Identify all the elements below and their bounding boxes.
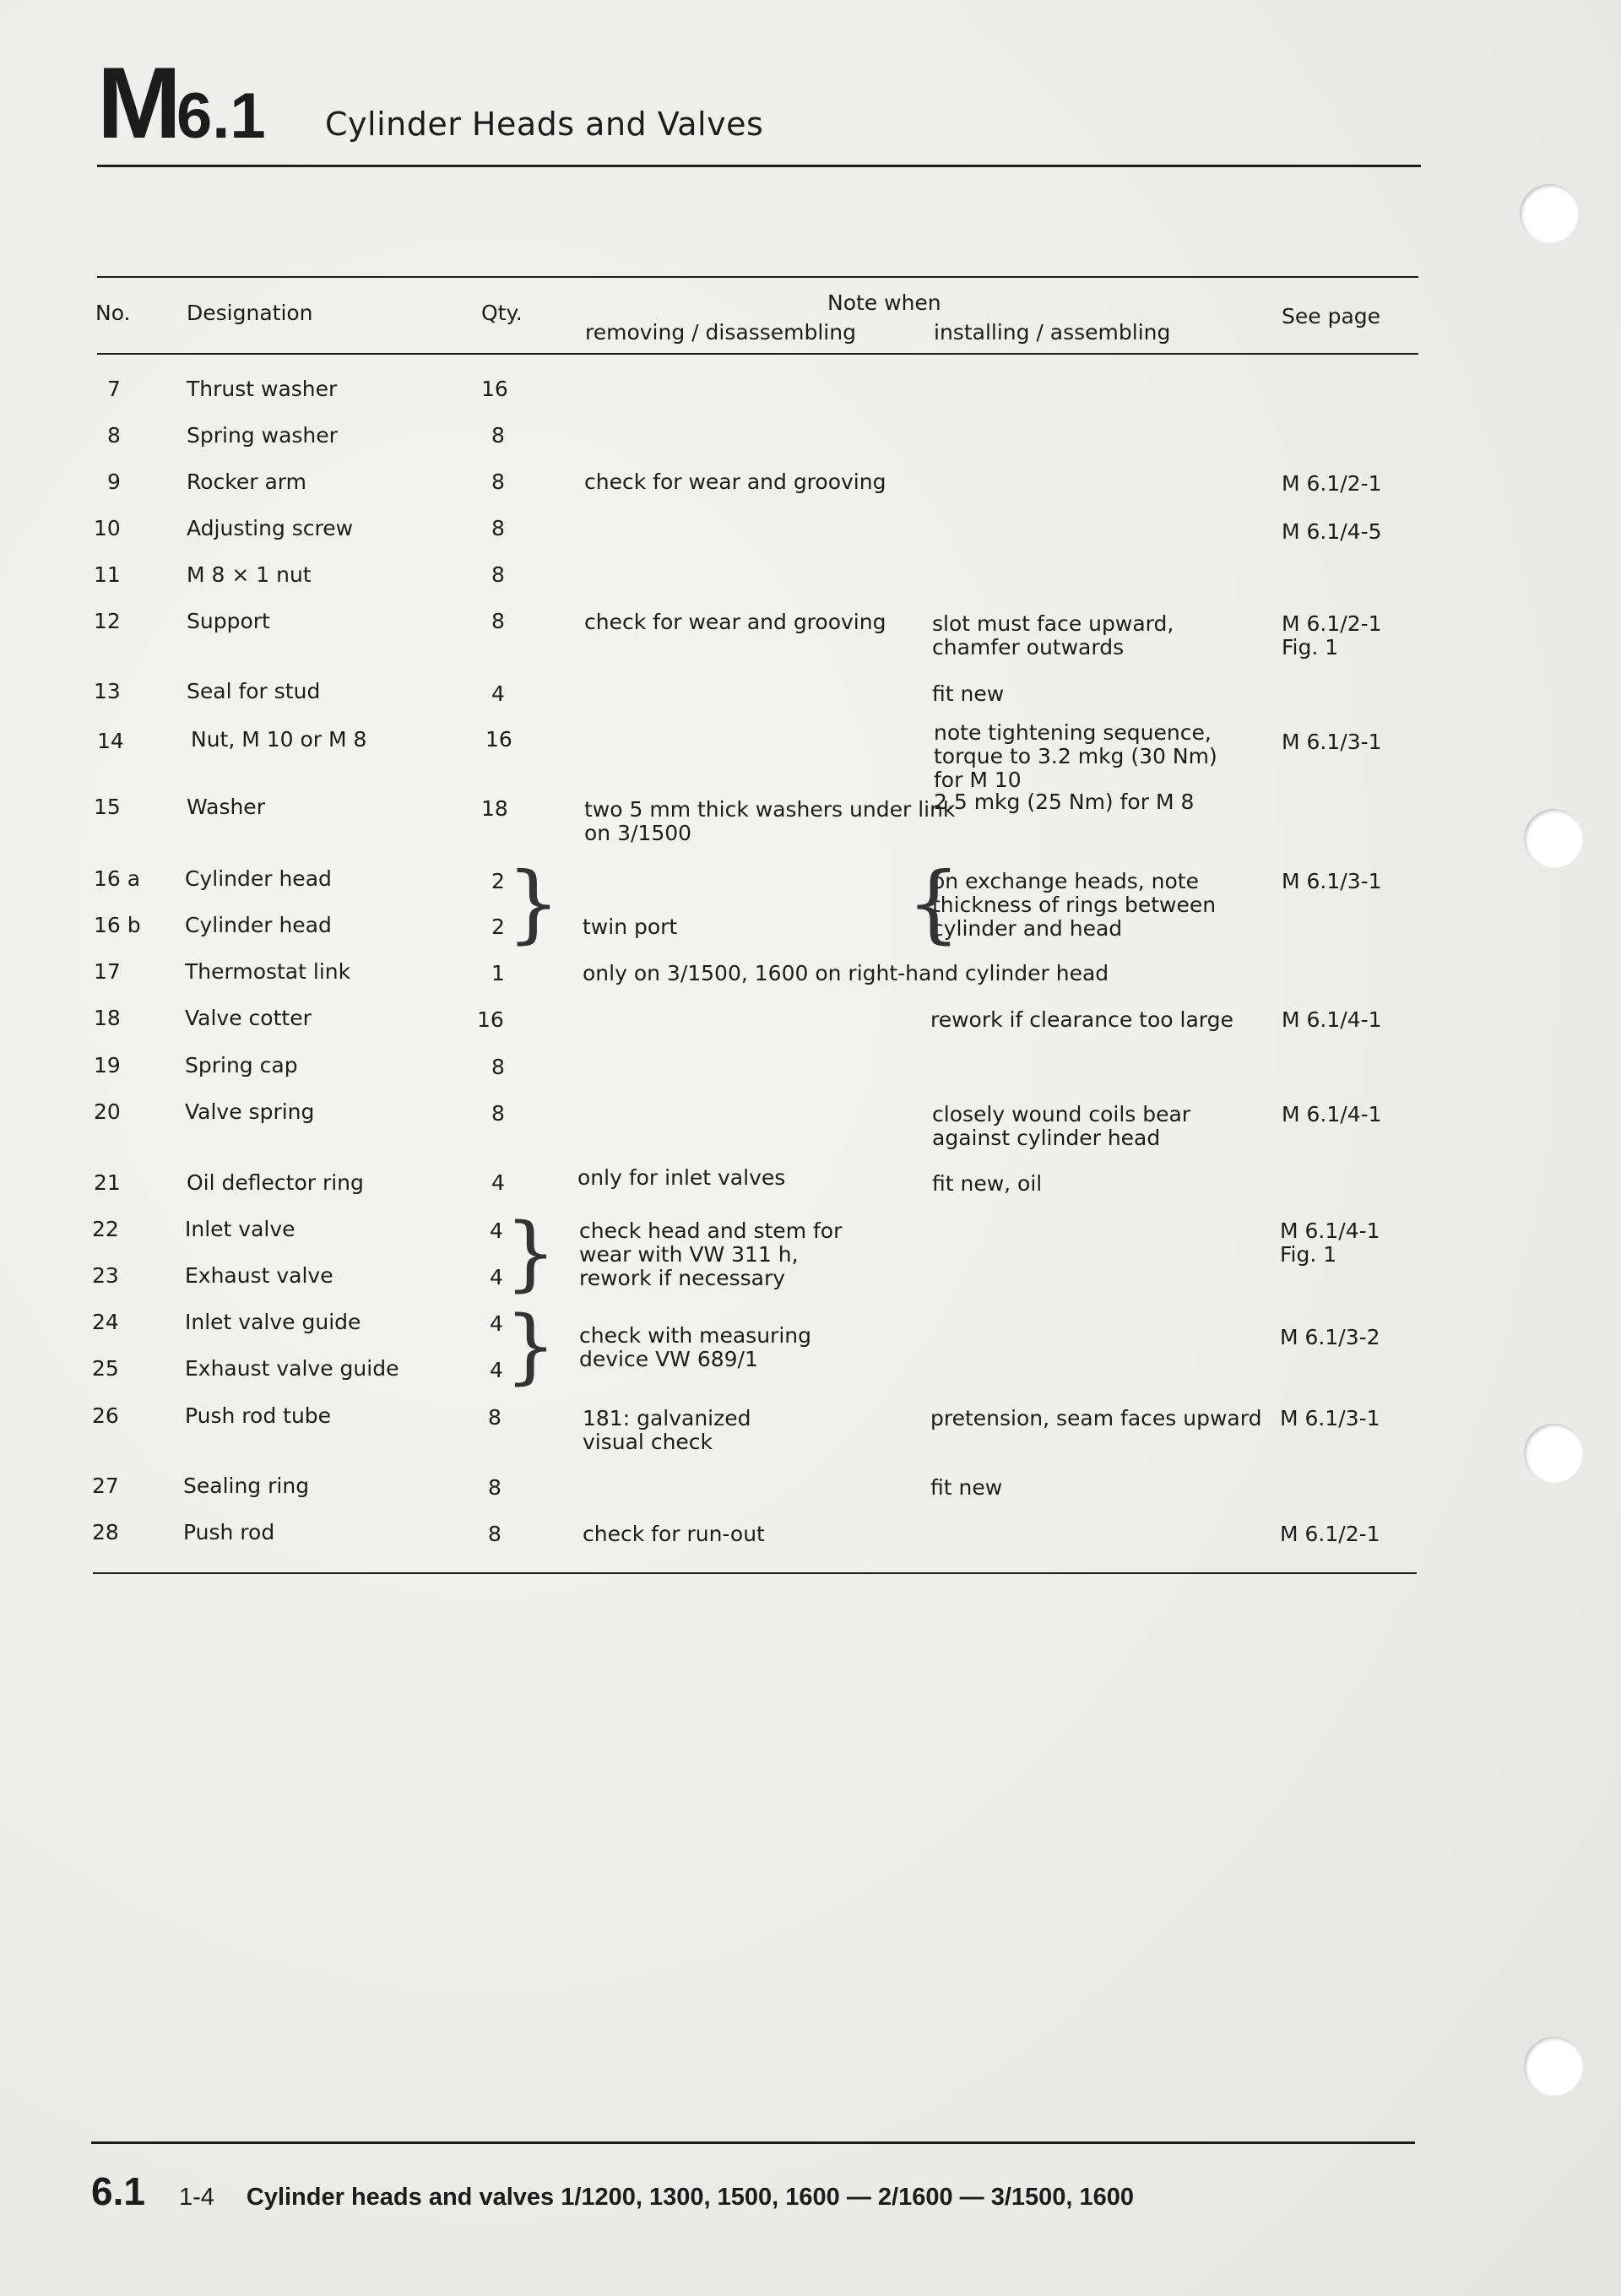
row-12-qty: 8: [491, 609, 505, 633]
row-18-designation: Valve cotter: [185, 1006, 312, 1030]
row-12-see-page: M 6.1/2-1 Fig. 1: [1282, 611, 1382, 659]
footer-title: Cylinder heads and valves 1/1200, 1300, 1500, 1600 — 2/1600 — 3/1500, 1600: [246, 2184, 1135, 2211]
row-25-qty: 4: [490, 1358, 503, 1382]
section-letter: M: [97, 46, 176, 160]
table-top-rule: [97, 276, 1418, 278]
row-22-removing: check head and stem for wear with VW 311 h, rework if necessary: [579, 1219, 843, 1290]
footer-section: 6.1: [91, 2169, 145, 2213]
row-25-see-page: M 6.1/3-2: [1280, 1325, 1380, 1349]
row-9-designation: Rocker arm: [187, 470, 306, 494]
row-26-designation: Push rod tube: [185, 1403, 332, 1428]
row-21-installing: fit new, oil: [932, 1171, 1043, 1196]
footer-page-number: 1-4: [178, 2184, 214, 2211]
section-heading: [97, 46, 266, 160]
row-17-designation: Thermostat link: [185, 959, 351, 984]
binder-hole-upper-middle: [1524, 809, 1583, 868]
row-10-no: 10: [94, 516, 121, 540]
row-13-designation: Seal for stud: [187, 679, 321, 703]
row-13-no: 13: [94, 679, 121, 703]
row-9-no: 9: [107, 470, 121, 494]
row-26-no: 26: [92, 1403, 119, 1428]
row-12-removing: check for wear and grooving: [584, 610, 886, 634]
row-12-designation: Support: [187, 609, 270, 633]
row-25-designation: Exhaust valve guide: [185, 1356, 399, 1381]
row-15-no: 15: [94, 795, 121, 819]
row-23-designation: Exhaust valve: [185, 1263, 333, 1288]
row-19-qty: 8: [491, 1055, 505, 1079]
row-16b-designation: Cylinder head: [185, 913, 332, 937]
row-22-see-page: M 6.1/4-1 Fig. 1: [1280, 1219, 1380, 1267]
row-11-qty: 8: [491, 562, 505, 587]
row-16a-designation: Cylinder head: [185, 866, 332, 891]
row-24-qty: 4: [490, 1311, 503, 1336]
row-16b-qty: 2: [491, 915, 505, 939]
row-18-installing: rework if clearance too large: [930, 1007, 1233, 1032]
row-13-installing: fit new: [932, 681, 1005, 706]
row-20-qty: 8: [491, 1101, 505, 1126]
footer-rule: [91, 2141, 1415, 2144]
row-21-no: 21: [94, 1170, 121, 1195]
table-header-rule: [97, 353, 1418, 355]
row-22-designation: Inlet valve: [185, 1217, 295, 1241]
row-14-designation: Nut, M 10 or M 8: [191, 727, 367, 752]
row-17-removing: only on 3/1500, 1600 on right-hand cylinder head: [583, 961, 1109, 985]
row-21-removing: only for inlet valves: [577, 1165, 786, 1190]
row-28-qty: 8: [488, 1522, 501, 1546]
row-27-no: 27: [92, 1474, 119, 1498]
row-24-designation: Inlet valve guide: [185, 1310, 361, 1334]
header-removing: removing / disassembling: [585, 320, 856, 345]
row-22-no: 22: [92, 1217, 119, 1241]
row-23-qty: 4: [490, 1265, 503, 1289]
row-28-no: 28: [92, 1520, 119, 1544]
section-number: 6.1: [176, 80, 266, 152]
row-17-qty: 1: [491, 961, 505, 985]
row-9-see-page: M 6.1/2-1: [1282, 471, 1382, 496]
row-8-no: 8: [107, 423, 121, 448]
row-28-removing: check for run-out: [583, 1522, 765, 1546]
row-10-see-page: M 6.1/4-5: [1282, 519, 1382, 544]
brace-qty-22-23: }: [505, 1206, 557, 1300]
brace-qty-16: }: [507, 854, 561, 953]
row-22-qty: 4: [490, 1219, 503, 1243]
binder-hole-lower-middle: [1524, 1424, 1583, 1483]
row-28-see-page: M 6.1/2-1: [1280, 1522, 1380, 1546]
row-18-see-page: M 6.1/4-1: [1282, 1007, 1382, 1032]
row-23-no: 23: [92, 1263, 119, 1288]
row-26-qty: 8: [488, 1405, 501, 1430]
page-footer: [91, 2168, 1134, 2214]
binder-hole-bottom: [1524, 2037, 1583, 2096]
row-25-no: 25: [92, 1356, 119, 1381]
row-27-designation: Sealing ring: [183, 1474, 310, 1498]
row-12-installing: slot must face upward, chamfer outwards: [932, 611, 1174, 659]
brace-installing-16: {: [907, 854, 961, 953]
row-15-designation: Washer: [187, 795, 265, 819]
row-26-removing: 181: galvanized visual check: [583, 1406, 751, 1454]
row-19-no: 19: [94, 1053, 121, 1077]
row-14-qty: 16: [485, 727, 512, 752]
row-16a-see-page: M 6.1/3-1: [1282, 869, 1382, 893]
row-16b-no: 16 b: [94, 913, 141, 937]
row-20-installing: closely wound coils bear against cylinder head: [932, 1102, 1191, 1150]
header-no: No.: [95, 301, 131, 325]
row-17-no: 17: [94, 959, 121, 984]
row-28-designation: Push rod: [183, 1520, 275, 1544]
row-11-no: 11: [94, 562, 121, 587]
row-9-removing: check for wear and grooving: [584, 470, 886, 494]
row-10-qty: 8: [491, 516, 505, 540]
row-20-designation: Valve spring: [185, 1099, 315, 1124]
row-26-see-page: M 6.1/3-1: [1280, 1406, 1380, 1430]
table-bottom-rule: [93, 1572, 1417, 1574]
row-26-installing: pretension, seam faces upward: [930, 1406, 1262, 1430]
row-14-no: 14: [97, 729, 124, 753]
header-designation: Designation: [187, 301, 313, 325]
row-13-qty: 4: [491, 681, 505, 706]
row-21-designation: Oil deflector ring: [187, 1170, 364, 1195]
brace-qty-24-25: }: [505, 1299, 557, 1393]
row-21-qty: 4: [491, 1170, 505, 1195]
row-11-designation: M 8 × 1 nut: [187, 562, 312, 587]
row-20-see-page: M 6.1/4-1: [1282, 1102, 1382, 1126]
row-27-installing: fit new: [930, 1475, 1003, 1500]
row-8-qty: 8: [491, 423, 505, 448]
row-16a-installing: on exchange heads, note thickness of rings between cylinder and head: [932, 869, 1217, 941]
page-title: Cylinder Heads and Valves: [325, 106, 764, 143]
row-16b-removing: twin port: [583, 915, 678, 939]
row-7-no: 7: [107, 377, 121, 401]
row-9-qty: 8: [491, 470, 505, 494]
row-8-designation: Spring washer: [187, 423, 338, 448]
row-14-installing: note tightening sequence, torque to 3.2 mkg (30 Nm) for M 10: [934, 720, 1217, 792]
header-installing: installing / assembling: [934, 320, 1171, 345]
row-7-designation: Thrust washer: [187, 377, 338, 401]
row-24-no: 24: [92, 1310, 119, 1334]
header-see-page: See page: [1282, 304, 1381, 328]
row-7-qty: 16: [481, 377, 508, 401]
row-10-designation: Adjusting screw: [187, 516, 354, 540]
header-note-when: Note when: [827, 290, 941, 315]
row-15-installing: 2.5 mkg (25 Nm) for M 8: [934, 790, 1195, 814]
row-12-no: 12: [94, 609, 121, 633]
row-15-removing: two 5 mm thick washers under link on 3/1500: [584, 797, 956, 845]
row-25-removing: check with measuring device VW 689/1: [579, 1323, 811, 1371]
row-14-see-page: M 6.1/3-1: [1282, 730, 1382, 754]
header-qty: Qty.: [481, 301, 523, 325]
binder-hole-top: [1520, 184, 1579, 243]
row-18-no: 18: [94, 1006, 121, 1030]
header-rule: [97, 165, 1421, 167]
row-27-qty: 8: [488, 1475, 501, 1500]
row-15-qty: 18: [481, 796, 508, 821]
row-19-designation: Spring cap: [185, 1053, 298, 1077]
row-20-no: 20: [94, 1099, 121, 1124]
row-16a-qty: 2: [491, 869, 505, 893]
row-16a-no: 16 a: [94, 866, 141, 891]
row-18-qty: 16: [477, 1007, 504, 1032]
